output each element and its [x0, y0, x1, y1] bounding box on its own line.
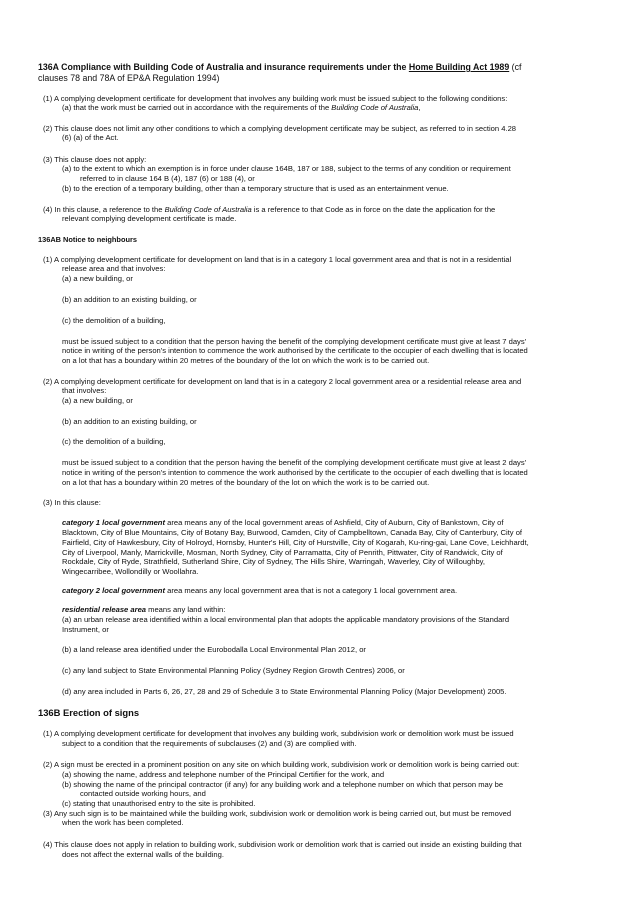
res-def-line1 [62, 605, 225, 615]
cat2-term: category 2 local government [62, 586, 165, 595]
s136a-p3-a2: referred to in clause 164 B (4), 187 (6) or 188 (4), or [80, 174, 255, 183]
s136a-p2-line1: (2) This clause does not limit any other conditions to which a complying development certificate may be subject, as referred to in section 4.28 [43, 124, 517, 133]
s136ab-p1-m2: notice in writing of the person's intention to commence the work authorised by the certificate to the occupier of each dwelling that is located [62, 346, 528, 355]
cat1-text: area means any of the local government areas of Ashfield, City of Auburn, City of Bankstown, City of [164, 518, 504, 527]
s136a-p3-b: (b) to the erection of a temporary building, other than a temporary structure that is used as an entertainment venue. [62, 184, 449, 193]
s136a-p2-line2: (6) (a) of the Act. [62, 133, 119, 142]
bca-italic-2: Building Code of Australia [164, 205, 252, 214]
s136a-p1-line1: (1) A complying development certificate for development that involves any building work must be issued subject to the following conditions: [43, 94, 508, 103]
cat2-def [62, 586, 457, 596]
s136b-p2-b2: contacted outside working hours, and [80, 789, 206, 798]
s136a-p4-pre: (4) In this clause, a reference to the [43, 205, 165, 214]
s136ab-p2-m3: on a lot that has a boundary within 20 metres of the boundary of the lot on which the work is to be carried out. [62, 478, 430, 487]
s136b-p2-a: (a) showing the name, address and telephone number of the Principal Certifier for the work, and [62, 770, 385, 779]
s136a-p1-a-text: (a) that the work must be carried out in accordance with the requirements of the [62, 103, 332, 112]
cat2-text: area means any local government area that is not a category 1 local government area. [164, 586, 458, 595]
bca-italic: Building Code of Australia [331, 103, 419, 112]
s136a-p3-line1: (3) This clause does not apply: [43, 155, 147, 164]
s136a-p4-line2: relevant complying development certificate is made. [62, 214, 237, 223]
s136b-p4-line2: does not affect the external walls of the building. [62, 850, 224, 859]
res-def-b: (b) a land release area identified under the Eurobodalla Local Environmental Plan 2012, or [62, 645, 366, 654]
heading-136a-tail: (cf [509, 62, 522, 72]
res-def-d: (d) any area included in Parts 6, 26, 27, 28 and 29 of Schedule 3 to State Environmental Planning Policy (Major Development) 2005. [62, 687, 507, 696]
s136ab-p2-c: (c) the demolition of a building, [62, 437, 166, 446]
s136ab-p2-m2: notice in writing of the person's intention to commence the work authorised by the certificate to the occupier of each dwelling that is located [62, 468, 528, 477]
s136b-p3-line2: when the work has been completed. [62, 818, 184, 827]
s136ab-p1-line1: (1) A complying development certificate for development on land that is in a category 1 local government area and that is not in a residential [43, 255, 512, 264]
res-term: residential release area [62, 605, 147, 614]
cat1-def-line1 [62, 518, 504, 528]
s136b-p2-line1: (2) A sign must be erected in a prominent position on any site on which building work, subdivision work or demolition work is being carried out: [43, 760, 520, 769]
s136b-p2-b1: (b) showing the name of the principal contractor (if any) for any building work and a telephone number on which that person may be [62, 780, 504, 789]
res-def-c: (c) any land subject to State Environmental Planning Policy (Sydney Region Growth Centres) 2006, or [62, 666, 405, 675]
s136ab-p1-c: (c) the demolition of a building, [62, 316, 166, 325]
cat1-def-line4: City of Liverpool, Manly, Marrickville, Mosman, North Sydney, City of Parramatta, City of Penrith, Pittwater, City of Randwick, City of [62, 548, 503, 557]
cat1-def-line5: Rockdale, City of Ryde, Strathfield, Sutherland Shire, City of Sydney, The Hills Shire, Warringah, Waverley, City of Willoughby, [62, 557, 486, 566]
res-def-a2: Instrument, or [62, 625, 109, 634]
s136ab-p3-line1: (3) In this clause: [43, 498, 101, 507]
s136b-p4-line1: (4) This clause does not apply in relation to building work, subdivision work or demolition work that is carried out inside an existing building that [43, 840, 522, 849]
s136b-p2-c: (c) stating that unauthorised entry to the site is prohibited. [62, 799, 256, 808]
heading-136b: 136B Erection of signs [38, 707, 140, 718]
s136ab-p2-line1: (2) A complying development certificate for development on land that is in a category 2 local government area or a residential release area and [43, 377, 522, 386]
s136a-p1-a [62, 103, 421, 113]
s136b-p3-line1: (3) Any such sign is to be maintained while the building work, subdivision work or demolition work is being carried out, but must be removed [43, 809, 512, 818]
heading-136a-line2: clauses 78 and 78A of EP&A Regulation 1994) [38, 73, 220, 83]
s136ab-p1-m1: must be issued subject to a condition that the person having the benefit of the complying development certificate must give at least 7 days' [62, 337, 527, 346]
home-building-act-link[interactable]: Home Building Act 1989 [408, 62, 510, 72]
heading-136a [38, 62, 521, 73]
s136ab-p2-b: (b) an addition to an existing building, or [62, 417, 197, 426]
cat1-def-line2: Blacktown, City of Blue Mountains, City of Botany Bay, Burwood, Camden, City of Campbelltown, Canada Bay, City of Canterbury, City of [62, 528, 523, 537]
s136ab-p1-b: (b) an addition to an existing building, or [62, 295, 197, 304]
cat1-def-line6: Wingecarribee, Wollondilly or Woollahra. [62, 567, 199, 576]
cat1-term: category 1 local government [62, 518, 165, 527]
s136a-p4-post: is a reference to that Code as in force on the date the application for the [251, 205, 496, 214]
s136a-p3-a1: (a) to the extent to which an exemption is in force under clause 164B, 187 or 188, subject to the terms of any condition or requirement [62, 164, 511, 173]
res-text: means any land within: [146, 605, 226, 614]
res-def-a1: (a) an urban release area identified within a local environmental plan that adopts the applicable mandatory provisions of the Standard [62, 615, 510, 624]
s136ab-p2-a: (a) a new building, or [62, 396, 133, 405]
s136ab-p2-line2: that involves: [62, 386, 107, 395]
s136ab-p1-m3: on a lot that has a boundary within 20 metres of the boundary of the lot on which the work is to be carried out. [62, 356, 430, 365]
cat1-def-line3: Fairfield, City of Hawkesbury, City of Holroyd, Hornsby, Hunter's Hill, City of Hurstville, City of Kogarah, Ku-ring-gai, Lane Cove, Leichhardt, [62, 538, 529, 547]
heading-136a-title: 136A Compliance with Building Code of Australia and insurance requirements under the [38, 62, 409, 72]
s136a-p1-a-end: , [418, 103, 421, 112]
s136b-p1-line2: subject to a condition that the requirements of subclauses (2) and (3) are complied with. [62, 739, 357, 748]
s136b-p1-line1: (1) A complying development certificate for development that involves any building work, subdivision work or demolition work must be issued [43, 729, 514, 738]
s136ab-p1-a: (a) a new building, or [62, 274, 133, 283]
s136ab-p1-line2: release area and that involves: [62, 264, 166, 273]
heading-136ab: 136AB Notice to neighbours [38, 235, 137, 244]
s136ab-p2-m1: must be issued subject to a condition that the person having the benefit of the complying development certificate must give at least 2 days' [62, 458, 527, 467]
